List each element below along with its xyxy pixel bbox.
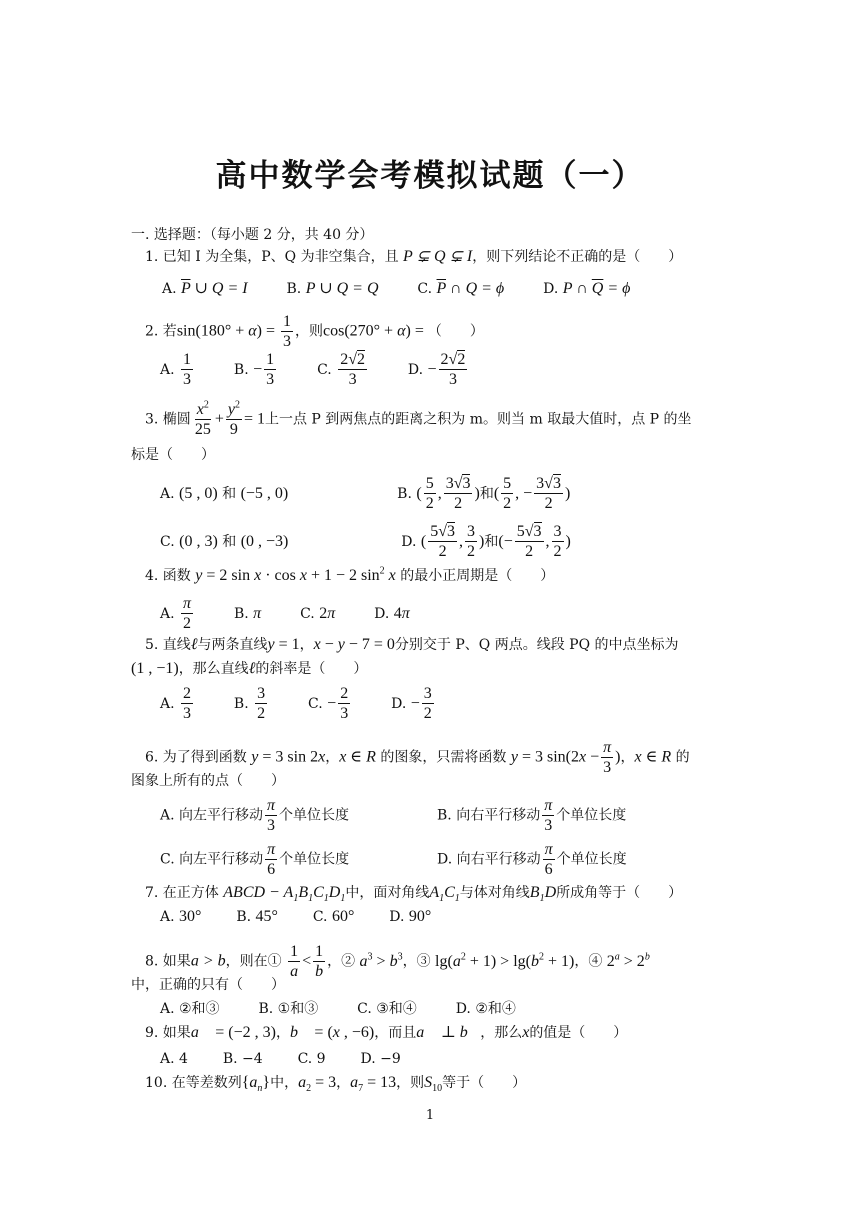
option-c[interactable]: C. 60° bbox=[312, 908, 355, 925]
q2-options bbox=[160, 350, 469, 389]
option-a[interactable]: A. 30° bbox=[160, 908, 202, 925]
question-3: 3. 椭圆 $\frac{x^2}{25}$ + $\frac{y^2}{9}$ = 1上一点 P 到两焦点的距离之积为 m。则当 m 取最大值时，点 P 的坐 bbox=[145, 399, 692, 438]
option-c[interactable]: C. (0 , 3) 和 (0 , −3) bbox=[160, 532, 289, 550]
option-b[interactable]: B. ( $\frac{5}{2}$ , $\frac{3√3}{2}$ )和( $\frac{5}{2}$ , − $\frac{3√3}{2}$ ) bbox=[397, 475, 571, 512]
option-d[interactable]: D. ( $\frac{5√3}{2}$ , $\frac{3}{2}$ )和(− $\frac{5√3}{2}$ , $\frac{3}{2}$ ) bbox=[401, 523, 571, 560]
option-d[interactable]: D. 4π bbox=[374, 604, 410, 622]
page-title: 高中数学会考模拟试题（一） bbox=[215, 158, 645, 194]
question-6-cont: 图象上所有的点（ ） bbox=[131, 773, 285, 789]
q6-option-c[interactable]: C. 向左平行移动 $\frac{\pi}{6}$ 个单位长度 bbox=[160, 841, 350, 878]
q3-options-ab bbox=[160, 474, 570, 513]
question-4: 4. 函数 y = 2 sin x · cos x + 1 − 2 $\sin^2 x$ 的最小正周期是（ ） bbox=[145, 565, 555, 584]
option-d[interactable]: D. P ∩ $\overline{Q} = \phi$ bbox=[543, 280, 631, 297]
option-c[interactable]: C. 2π bbox=[300, 604, 336, 622]
option-b[interactable]: B. P ∪ Q = Q bbox=[286, 280, 379, 297]
q6-option-b[interactable]: B. 向右平行移动 $\frac{\pi}{3}$ 个单位长度 bbox=[437, 797, 627, 834]
option-c[interactable]: C. 9 bbox=[297, 1051, 326, 1067]
option-a[interactable]: A. 4 bbox=[160, 1051, 188, 1067]
option-c[interactable]: C. $\frac{2√2}{3}$ bbox=[317, 351, 365, 388]
option-a[interactable]: A. (5 , 0) 和 (−5 , 0) bbox=[160, 484, 289, 502]
question-7: 7. 在正方体 ABCD − $A_1B_1C_1D_1$中，面对角线$A_1C_1$与体对角线$B_1D$所成角等于（ ） bbox=[145, 884, 683, 905]
question-6: 6. 为了得到函数 y = 3 sin 2x，x ∈ R 的图象，只需将函数 y = 3 sin(2x − $\frac{\pi}{3}$ )，x ∈ R 的 bbox=[145, 739, 690, 776]
option-d[interactable]: D. ②和④ bbox=[455, 1001, 516, 1017]
option-d[interactable]: D. 90° bbox=[389, 908, 432, 925]
question-5: 5. 直线ℓ与两条直线y = 1，x − y − 7 = 0分别交于 P、Q 两点。线段 PQ 的中点坐标为 bbox=[145, 636, 679, 653]
option-b[interactable]: B. − $\frac{1}{3}$ bbox=[233, 351, 275, 388]
question-8-cont: 中，正确的只有（ ） bbox=[131, 977, 285, 993]
option-a[interactable]: A. $\frac{1}{3}$ bbox=[160, 351, 192, 388]
option-c[interactable]: C. $\overline{P}$ ∩ Q = ϕ bbox=[417, 280, 505, 297]
option-b[interactable]: B. 45° bbox=[236, 908, 278, 925]
q6-option-d[interactable]: D. 向右平行移动 $\frac{\pi}{6}$ 个单位长度 bbox=[437, 841, 627, 878]
q1-options bbox=[162, 280, 630, 298]
q5-options bbox=[160, 684, 436, 723]
question-9: 9. 如果a⃗ = (−2 , 3)，b⃗ = (x , −6)，而且a⃗ ⊥ b⃗，那么x的值是（ ） bbox=[145, 1024, 628, 1041]
q7-options bbox=[160, 908, 431, 926]
section-heading: 一. 选择题：（每小题 2 分，共 40 分） bbox=[131, 227, 374, 243]
question-1: 1. 已知 I 为全集，P、Q 为非空集合，且 P ⊊ Q ⊊ I，则下列结论不正确的是（ ） bbox=[145, 248, 683, 265]
option-d[interactable]: D. − $\frac{2√2}{3}$ bbox=[407, 351, 466, 388]
question-5-cont: (1 , −1)，那么直线ℓ的斜率是（ ） bbox=[131, 660, 368, 677]
q6-option-a[interactable]: A. 向左平行移动 $\frac{\pi}{3}$ 个单位长度 bbox=[160, 797, 350, 834]
question-3-cont: 标是（ ） bbox=[131, 447, 215, 463]
option-a[interactable]: A. $\frac{\pi}{2}$ bbox=[160, 595, 192, 632]
option-c[interactable]: C. − $\frac{2}{3}$ bbox=[308, 685, 349, 722]
option-b[interactable]: B. $\frac{3}{2}$ bbox=[233, 685, 266, 722]
option-a[interactable]: A. ②和③ bbox=[160, 1001, 220, 1017]
option-b[interactable]: B. −4 bbox=[222, 1051, 263, 1067]
option-c[interactable]: C. ③和④ bbox=[357, 1001, 417, 1017]
q9-options bbox=[160, 1050, 401, 1068]
question-2: 2. 若sin(180° + α) = $\frac{1}{3}$ ，则cos(270° + α) = （ ） bbox=[145, 313, 484, 350]
option-a[interactable]: A. $\overline{P}$ ∪ Q = I bbox=[162, 280, 248, 297]
q3-options-cd bbox=[160, 522, 571, 561]
q4-options bbox=[160, 594, 410, 633]
option-d[interactable]: D. −9 bbox=[360, 1051, 401, 1067]
page-number: 1 bbox=[425, 1108, 435, 1123]
option-d[interactable]: D. − $\frac{3}{2}$ bbox=[391, 685, 432, 722]
option-b[interactable]: B. ①和③ bbox=[258, 1001, 319, 1017]
option-b[interactable]: B. π bbox=[233, 604, 262, 622]
option-a[interactable]: A. $\frac{2}{3}$ bbox=[160, 685, 192, 722]
q8-options bbox=[160, 1000, 516, 1018]
question-10: 10. 在等差数列$\{a_n\}$中，$a_2 = 3$，$a_7 = 13$，则$S_{10}$等于（ ） bbox=[145, 1074, 527, 1095]
question-8: 8. 如果a > b，则在① $\frac{1}{a}$ < $\frac{1}{b}$ ，② $a^3 > b^3$，③ $\lg(a^2 + 1) > \lg(b^2 + 1)$，④ $2^a > 2^b$ bbox=[145, 943, 650, 980]
